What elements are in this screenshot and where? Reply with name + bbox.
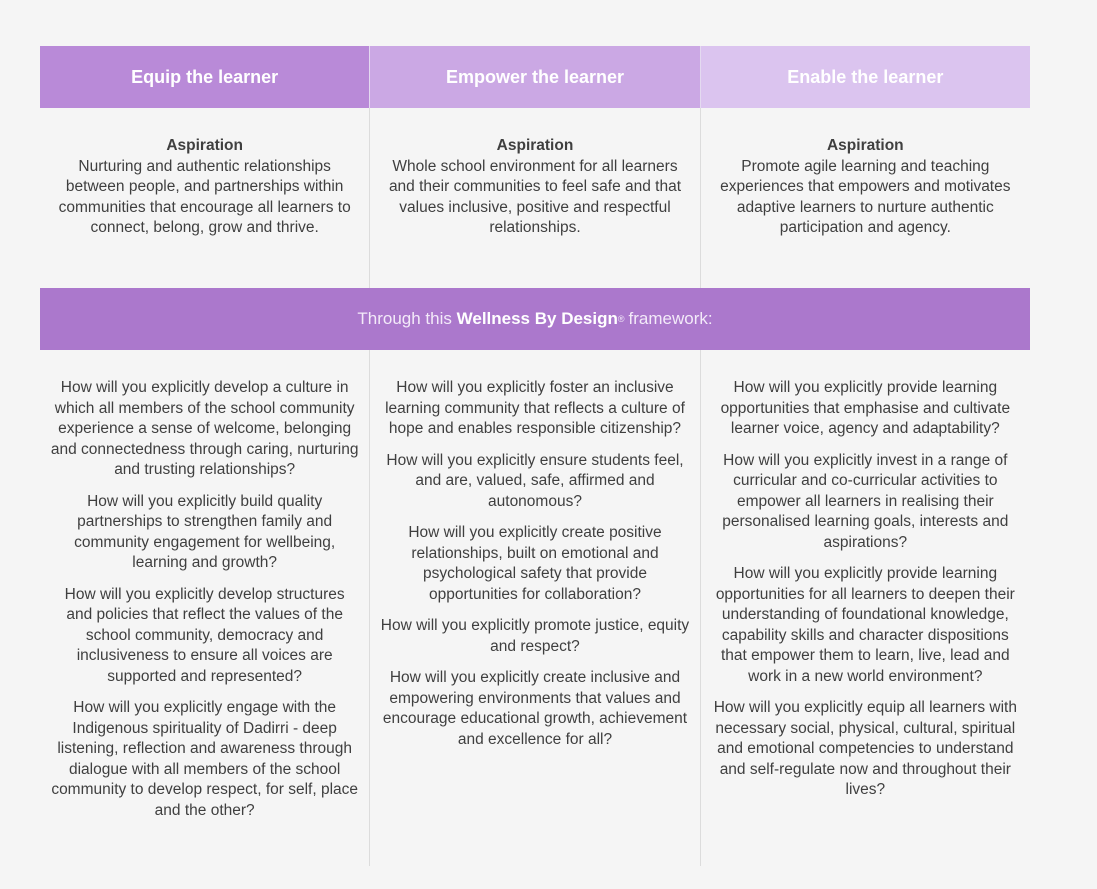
banner-prefix: Through this [357,309,452,328]
aspiration-title: Aspiration [826,137,904,154]
question-item: How will you explicitly provide learning opportunities that emphasise and cultivate learner voice, agency and adaptability? [720,379,1011,437]
aspiration-title: Aspiration [496,137,574,154]
banner-suffix: framework: [628,309,713,328]
header-enable: Enable the learner [701,46,1030,108]
aspiration-text: Whole school environment for all learners and their communities to feel safe and that values inclusive, positive and respectful relationships. [388,157,682,236]
question-item: How will you explicitly create positive relationships, built on emotional and psychological safety that provide opportunities for collaboration? [408,524,662,603]
aspiration-title: Aspiration [166,137,243,154]
aspiration-row [40,108,1030,288]
banner-brand: Wellness By Design [456,309,618,328]
question-item: How will you explicitly provide learning opportunities for all learners to deepen their understanding of foundational knowledge, capability skills and character dispositions that empower them to learn, live, lead and work in a new world environment? [715,565,1015,685]
question-item: How will you explicitly create inclusive and empowering environments that values and encourage educational growth, achievement and excellence for all? [382,669,688,748]
questions-empower [370,350,700,866]
aspiration-text: Nurturing and authentic relationships between people, and partnerships within communities that encourage all learners to connect, belong, grow and thrive. [58,157,351,236]
header-empower: Empower the learner [370,46,700,108]
framework-table [40,46,1030,866]
question-item: How will you explicitly invest in a range of curricular and co-curricular activities to empower all learners in realising their personalised learning goals, interests and aspirations? [722,451,1009,551]
aspiration-enable [701,108,1030,288]
question-item: How will you explicitly develop structures and policies that reflect the values of the school community, democracy and inclusiveness to ensure all voices are supported and represented? [64,585,345,685]
question-item: How will you explicitly build quality partnerships to strengthen family and community engagement for wellbeing, learning and growth? [74,492,336,571]
question-item: How will you explicitly foster an inclusive learning community that reflects a culture of hope and enables responsible citizenship? [385,379,685,437]
registered-mark: ® [617,314,625,324]
question-item: How will you explicitly develop a culture in which all members of the school community experience a sense of welcome, belonging and connectedness through caring, nurturing and trusting relationships? [50,379,359,478]
header-row [40,46,1030,108]
question-item: How will you explicitly equip all learners with necessary social, physical, cultural, spiritual and emotional competencies to understand and self-regulate now and throughout their lives? [713,699,1017,798]
questions-enable [701,350,1030,866]
question-item: How will you explicitly promote justice, equity and respect? [380,617,690,655]
aspiration-equip [40,108,370,288]
questions-equip [40,350,370,866]
header-equip: Equip the learner [40,46,370,108]
question-item: How will you explicitly engage with the Indigenous spirituality of Dadirri - deep listening, reflection and awareness through dialogue with all members of the school community to develop respect, for self, place and the other? [51,699,359,819]
aspiration-text: Promote agile learning and teaching experiences that empowers and motivates adaptive learners to nurture authentic participation and agency. [720,157,1011,236]
aspiration-empower [370,108,700,288]
questions-row [40,350,1030,866]
framework-banner [40,288,1030,350]
question-item: How will you explicitly ensure students feel, and are, valued, safe, affirmed and autonomous? [386,451,684,510]
